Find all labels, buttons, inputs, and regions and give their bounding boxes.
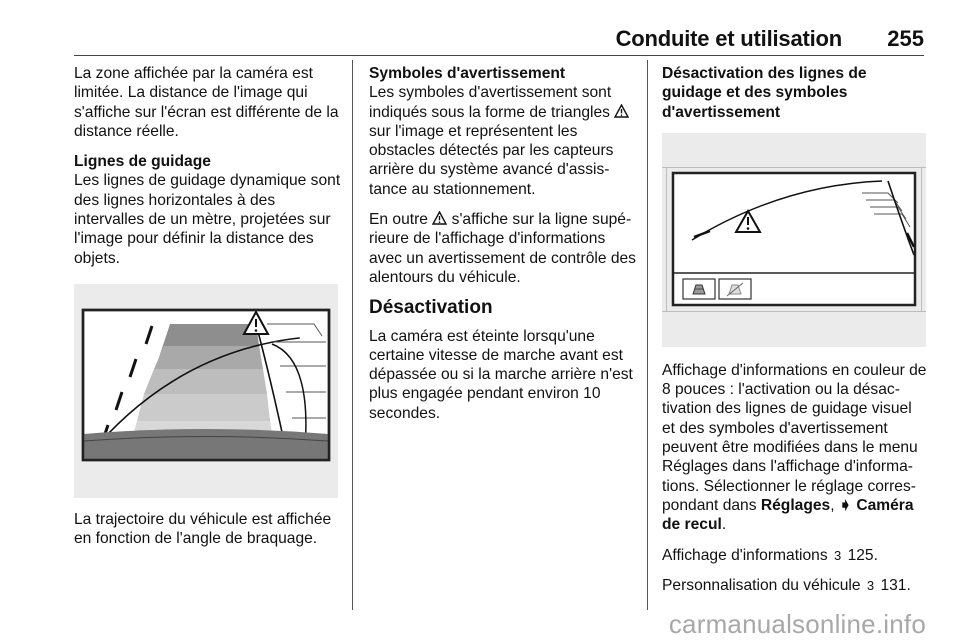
cross-reference: Personnalisation du véhicule 3 131. xyxy=(662,576,911,594)
display-illustration xyxy=(662,133,926,347)
column-3 xyxy=(662,64,928,606)
paragraph: Affichage d'informations en couleur de 8 pouces : l'activation ou la désac-tivation des lignes de guidage visuel et des symboles d'avertissement peuvent être modifiées dans le menu Réglages dans l'affichage d'informa-tions. Sélectionner le réglage corres-pondant dans Réglages, ➧ Caméra de recul. xyxy=(662,361,927,534)
paragraph: En outre s'affiche sur la ligne supé-rieure de l'affichage d'informations avec un avertissement de contrôle des alentours du véhicule. xyxy=(369,211,636,286)
camera-view-illustration xyxy=(74,284,338,498)
menu-path-reglages: Réglages xyxy=(760,496,831,514)
subheading-guide-lines: Lignes de guidage xyxy=(74,153,211,171)
watermark: carmanualsonline.info xyxy=(668,609,926,639)
figure-caption: La trajectoire du véhicule est affichée en fonction de l'angle de braquage. xyxy=(74,510,332,548)
rear-camera-guide-lines-figure xyxy=(74,284,338,498)
column-divider xyxy=(352,60,353,610)
warning-triangle-icon xyxy=(432,211,447,225)
menu-path-camera-de-recul: Caméra de recul xyxy=(662,496,914,534)
paragraph: La zone affichée par la caméra est limitée. La distance de l'image qui s'affiche sur l'écran est différente de la distance réelle. xyxy=(74,65,339,140)
page-number: 255 xyxy=(887,26,924,51)
column-divider xyxy=(647,60,648,610)
subheading-warning-symbols: Symboles d'avertissement xyxy=(369,65,566,82)
subheading-deactivation-guide-lines: Désactivation des lignes de guidage et des symboles d'avertissement xyxy=(662,65,867,121)
column-2 xyxy=(369,64,637,434)
cross-reference: Affichage d'informations 3 125. xyxy=(662,546,878,564)
section-heading-deactivation: Désactivation xyxy=(369,297,493,319)
info-display-settings-figure xyxy=(662,133,926,347)
column-1 xyxy=(74,64,346,560)
page-reference-arrow-icon: 3 xyxy=(866,577,875,593)
header-rule xyxy=(74,55,924,56)
paragraph: Symboles d'avertissement Les symboles d'avertissement sont indiqués sous la forme de triangles sur l'image et représentent les obstacles détectés par les capteurs arrière du système avancé d'assis-tance au stationnement. xyxy=(369,64,637,199)
page-reference-arrow-icon: 3 xyxy=(834,547,842,563)
paragraph xyxy=(74,152,346,268)
guide-lines-text: Les lignes de guidage dynamique sont des lignes horizontales à des intervalles de un mètre, projetées sur l'image pour définir la distance des objets. xyxy=(74,172,341,267)
running-header-title: Conduite et utilisation xyxy=(615,26,842,51)
warning-triangle-icon xyxy=(614,104,629,118)
paragraph: La caméra est éteinte lorsqu'une certaine vitesse de marche avant est dépassée ou si la marche arrière n'est plus engagée pendant environ 10 secondes. xyxy=(369,327,633,422)
menu-arrow-icon: ➧ xyxy=(838,496,852,514)
